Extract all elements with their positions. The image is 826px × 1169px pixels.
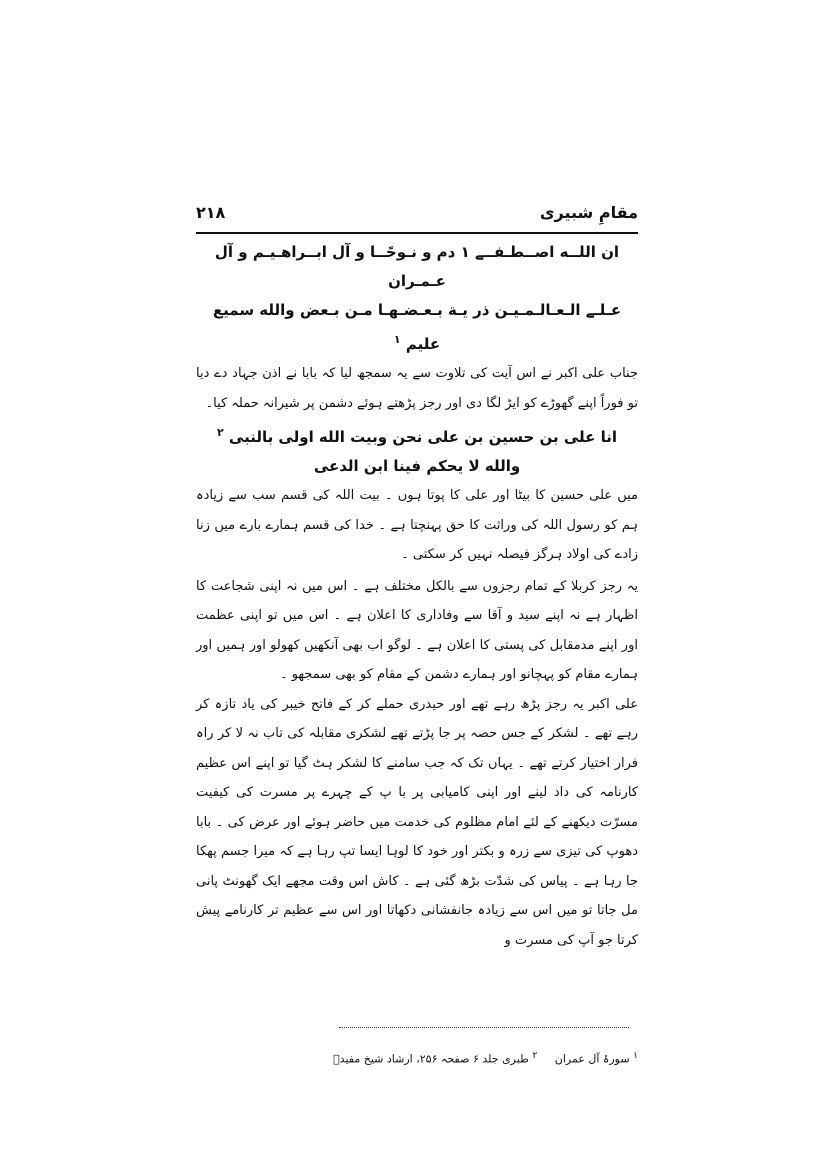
footnote-ref: ۱: [393, 333, 401, 346]
text-line: میں علی حسین کا بیٹا اور علی کا پوتا ہوں ۔ بیت اللہ کی قسم سب سے زیادہ ہم کو رسول اللہ کی: [196, 488, 639, 533]
page-number: ۲۱۸: [196, 203, 226, 222]
text-line: یہ رجز کربلا کے تمام رجزوں سے بالکل مختلف ہے ۔ اس میں نہ اپنی شجاعت کا اظہار: [196, 578, 638, 623]
text-line: وراثت کا حق پہنچتا ہے ۔ خدا کی قسم ہمارے بارے میں زنا زادے کی اولاد ہرگز فیصلہ نہیں کر: [196, 517, 638, 562]
text-line: جناب علی اکبر نے اس آیت کی تلاوت سے یہ سمجھ لیا کہ بابا نے اذن جہاد دے دیا تو: [196, 366, 638, 411]
text-line: سکتی ۔: [401, 547, 446, 562]
paragraph: [196, 359, 638, 418]
footnote-mark: ۲: [532, 1050, 538, 1061]
text-line: یہاں تک کہ جب سامنے کا لشکر ہٹ گیا تو اپنے اس عظیم کارنامہ کی داد لینے اور اپنی کامیابی پر با: [196, 755, 638, 800]
text-line: میں اس سے زیادہ جانفشانی دکھاتا اور اس سے عظیم تر کارنامے پیش کرتا جو آپ کی مسرت و: [196, 903, 638, 948]
quran-verse-line: عـلـے الـعـالـمـيـن ذر يـة بـعـضـهـا مـن بـعض والله سميع عليم $^۱$: [212, 301, 622, 353]
footnote-ref: ۲: [216, 426, 224, 439]
footnotes: [196, 1047, 638, 1069]
page-body: [196, 238, 638, 955]
footnote-item: [333, 1047, 537, 1069]
text-line: پ کے چہرے پر مسرت کی کیفیت مسرّت دیکھنے کے لئے امام مظلوم کی خدمت میں حاضر: [196, 785, 638, 830]
footnote-text: طبری جلد ۶ صفحہ ۲۵۶، ارشاد شیخ مفیدؒ: [333, 1052, 529, 1066]
text-line: ہے نہ اپنے سید و آقا سے وفاداری کا اعلان ہے ۔ اس میں تو اپنی عظمت اور اپنے مدمقابل کی: [196, 608, 638, 653]
footnote-mark: ۱: [633, 1050, 638, 1061]
text-line: علی اکبر یہ رجز پڑھ رہے تھے اور حیدری حملے کر کے فاتح خیبر کی یاد تازہ کر رہے: [196, 696, 639, 741]
running-title: مقامِ شبیری: [539, 203, 638, 222]
rajaz-line: انا علی بن حسین بن علی نحن وبیت الله اولی بالنبی $^۲$: [216, 426, 618, 446]
paragraph: [196, 690, 638, 956]
text-line: دشمن کے مقام کو بھی سمجھو ۔: [279, 667, 459, 682]
header-rule: [196, 232, 638, 234]
text-line: تھے ۔ لشکر کے جس حصہ پر جا پڑتے تھے لشکری مقابلہ کی تاب نہ لا کر راہ فرار اختیار کرتے تھے ۔: [196, 726, 638, 771]
text-line: پھکا جا رہا ہے ۔ پیاس کی شدّت بڑھ گئی ہے ۔ کاش اس وقت مجھے ایک گھونٹ پانی مل جاتا تو: [196, 844, 638, 918]
page-header: [196, 203, 638, 231]
rajaz-line: والله لا یحکم فینا ابن الدعی: [313, 457, 521, 475]
text-line: ہوئے اور عرض کی ۔ بابا دھوپ کی تیزی سے زرہ و بکتر اور خود کا لوہا ایسا تپ رہا ہے کہ میرا جسم: [196, 814, 638, 859]
text-line: پستی کا اعلان ہے ۔ لوگو اب بھی آنکھیں کھولو اور ہمیں اور ہمارے مقام کو پہچانو اور ہمارے: [196, 637, 638, 682]
text-line: فوراً اپنے گھوڑے کو ایڑ لگا دی اور رجز پڑھتے ہوئے دشمن پر شیرانہ حملہ کیا۔: [205, 395, 624, 411]
quran-verse-line: ان اللــه اصــطـفــے ۱ دم و نـوحًــا و آل ابــراهـيـم و آل عـمـران: [214, 243, 620, 290]
paragraph: [196, 481, 638, 570]
footnote-separator: [339, 1027, 629, 1028]
footnote-text: سورۂ آل عمران: [554, 1052, 630, 1066]
footnote-item: [555, 1047, 638, 1069]
paragraph: [196, 572, 638, 690]
